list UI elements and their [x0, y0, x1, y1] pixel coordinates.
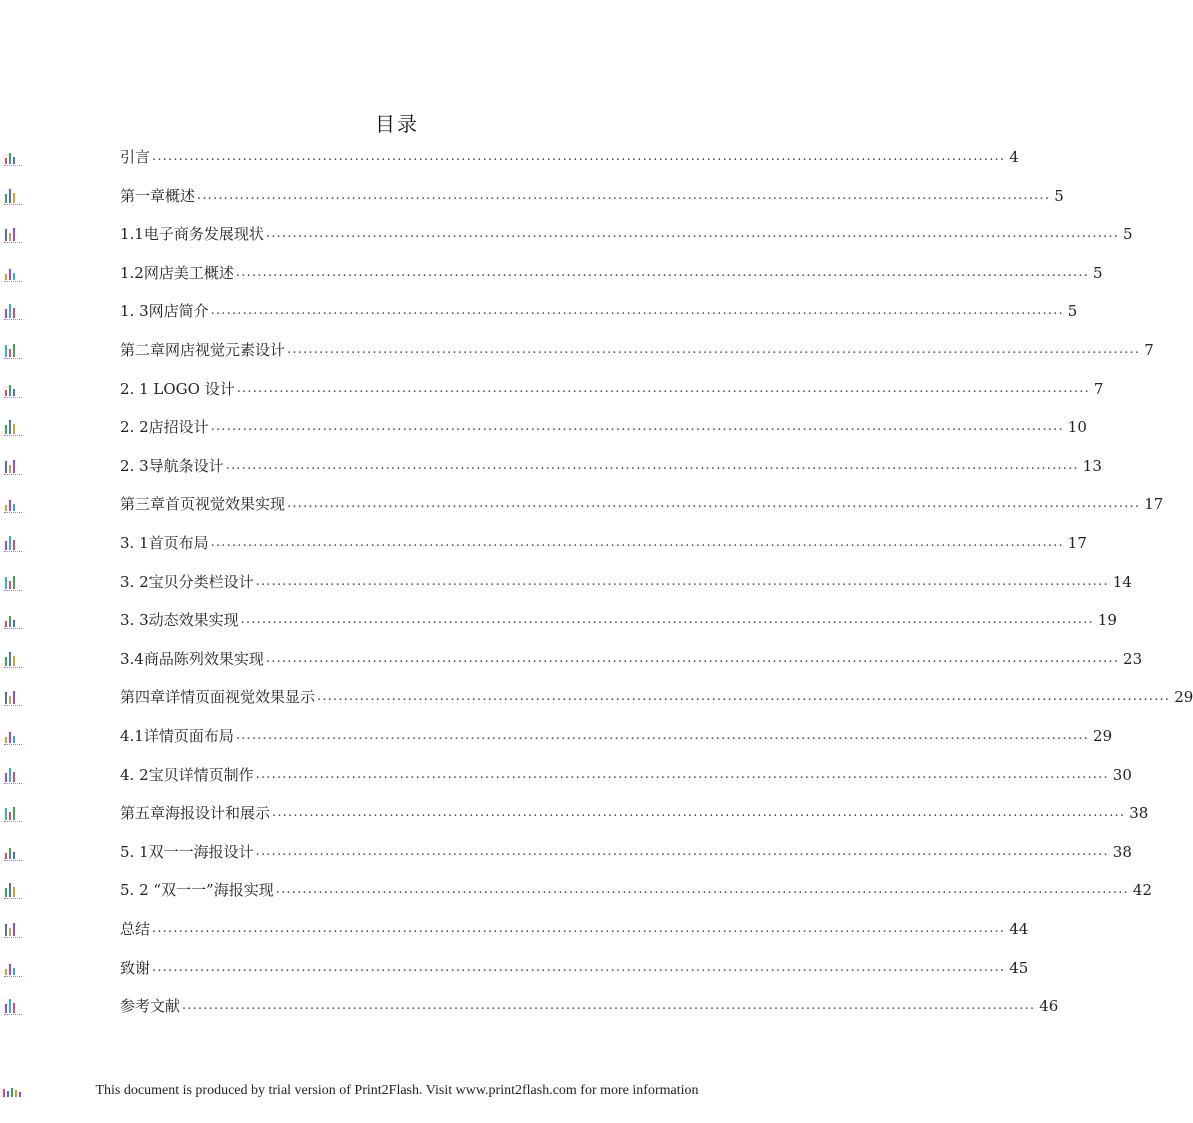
row-marker-icon: [4, 341, 22, 359]
toc-entry-page: 30: [1112, 765, 1132, 784]
toc-entry[interactable]: [120, 416, 1087, 438]
toc-entry[interactable]: [120, 802, 1149, 824]
toc-entry-label: 5. 1双一一海报设计: [120, 842, 254, 861]
toc-entry-label: 引言: [120, 148, 151, 166]
toc-entry-page: 13: [1082, 456, 1102, 475]
toc-entry-label: 第五章海报设计和展示: [120, 804, 271, 823]
toc-leader-dots: ................................................................................................................................................................: [265, 650, 1120, 666]
toc-entry[interactable]: [120, 686, 1193, 708]
toc-entry-label: 总结: [120, 920, 151, 938]
toc-entry[interactable]: [120, 571, 1132, 593]
toc-leader-dots: ................................................................................................................................................................: [265, 226, 1120, 242]
toc-entry-page: 44: [1009, 920, 1029, 938]
toc-leader-dots: ................................................................................................................................................................: [152, 921, 1006, 936]
row-marker-icon: [4, 727, 22, 745]
toc-leader-dots: ................................................................................................................................................................: [317, 689, 1171, 705]
row-marker-icon: [4, 264, 22, 282]
toc-entry-label: 第三章首页视觉效果实现: [120, 495, 286, 514]
toc-entry[interactable]: [120, 918, 1029, 940]
row-marker-icon: [4, 302, 22, 320]
toc-entry[interactable]: [120, 146, 1019, 168]
toc-entry-label: 参考文献: [120, 997, 181, 1016]
toc-entry-label: 第二章网店视觉元素设计: [120, 341, 286, 359]
row-marker-icon: [4, 495, 22, 513]
toc-leader-dots: ................................................................................................................................................................: [152, 959, 1006, 975]
toc-entry[interactable]: [120, 725, 1113, 747]
toc-entry-page: 42: [1132, 881, 1152, 900]
toc-title: 目录: [375, 112, 419, 136]
toc-leader-dots: ................................................................................................................................................................: [272, 805, 1126, 821]
toc-entry-label: 4.1详情页面布局: [120, 727, 234, 745]
toc-entry-page: 38: [1112, 842, 1132, 861]
toc-entry-page: 14: [1112, 572, 1132, 591]
toc-entry-page: 45: [1009, 958, 1029, 977]
toc-entry-label: 3.4商品陈列效果实现: [120, 649, 264, 668]
row-marker-icon: [4, 766, 22, 784]
toc-entry-page: 5: [1123, 225, 1133, 244]
toc-entry[interactable]: [120, 223, 1133, 245]
toc-leader-dots: ................................................................................................................................................................: [225, 457, 1079, 473]
toc-entry-page: 29: [1093, 727, 1113, 745]
toc-leader-dots: ................................................................................................................................................................: [197, 187, 1051, 203]
toc-entry-label: 3. 1首页布局: [120, 534, 209, 552]
toc-entry-page: 17: [1144, 495, 1164, 514]
toc-entry-page: 23: [1123, 649, 1143, 668]
toc-entry-page: 5: [1093, 263, 1103, 282]
row-marker-icon: [4, 650, 22, 668]
toc-entry-label: 2. 1 LOGO 设计: [120, 379, 235, 398]
toc-entry-label: 3. 3动态效果实现: [120, 611, 239, 630]
row-marker-icon: [4, 688, 22, 706]
toc-leader-dots: ................................................................................................................................................................: [210, 303, 1064, 319]
toc-entry-label: 5. 2 “双一一”海报实现: [120, 881, 274, 900]
toc-entry-page: 19: [1097, 611, 1117, 630]
row-marker-icon: [4, 148, 22, 166]
toc-leader-dots: ................................................................................................................................................................: [236, 380, 1090, 396]
row-marker-icon: [4, 225, 22, 243]
toc-entry[interactable]: [120, 532, 1087, 554]
toc-entry-label: 1.1电子商务发展现状: [120, 225, 264, 244]
trial-watermark-footer: This document is produced by trial version of Print2Flash. Visit www.print2flash.com for more information: [95, 1083, 699, 1098]
toc-entry[interactable]: [120, 879, 1152, 901]
row-marker-icon: [4, 920, 22, 938]
toc-entry[interactable]: [120, 957, 1029, 979]
toc-entry-page: 4: [1009, 148, 1019, 166]
toc-entry[interactable]: [120, 493, 1164, 515]
toc-entry[interactable]: [120, 764, 1132, 786]
toc-entry-page: 46: [1039, 997, 1059, 1016]
toc-leader-dots: ................................................................................................................................................................: [275, 882, 1129, 898]
toc-leader-dots: ................................................................................................................................................................: [210, 419, 1064, 435]
toc-entry[interactable]: [120, 841, 1132, 863]
row-marker-icon: [4, 380, 22, 398]
toc-entry-page: 5: [1054, 186, 1064, 205]
row-marker-icon: [4, 611, 22, 629]
toc-entry[interactable]: [120, 300, 1078, 322]
toc-entry-page: 5: [1067, 302, 1078, 321]
row-marker-icon: [4, 804, 22, 822]
toc-entry-label: 2. 2店招设计: [120, 418, 209, 437]
row-marker-icon: [4, 418, 22, 436]
row-marker-icon: [4, 959, 22, 977]
toc-entry[interactable]: [120, 378, 1104, 400]
toc-entry-page: 7: [1093, 379, 1104, 398]
row-marker-icon: [4, 573, 22, 591]
toc-leader-dots: ................................................................................................................................................................: [255, 843, 1109, 859]
toc-entry[interactable]: [120, 455, 1102, 477]
toc-entry-page: 10: [1067, 418, 1087, 437]
toc-entry-page: 29: [1174, 688, 1193, 707]
row-marker-icon: [4, 534, 22, 552]
toc-entry-label: 1.2网店美工概述: [120, 263, 234, 282]
toc-entry[interactable]: [120, 185, 1064, 207]
footer-marker-icon: [2, 1086, 24, 1098]
toc-entry-page: 17: [1067, 534, 1087, 552]
toc-entry-label: 4. 2宝贝详情页制作: [120, 765, 254, 784]
toc-entry[interactable]: [120, 609, 1117, 631]
row-marker-icon: [4, 843, 22, 861]
toc-leader-dots: ................................................................................................................................................................: [255, 766, 1109, 782]
toc-leader-dots: ................................................................................................................................................................: [235, 728, 1090, 743]
toc-leader-dots: ................................................................................................................................................................: [240, 612, 1094, 628]
toc-leader-dots: ................................................................................................................................................................: [287, 496, 1141, 512]
toc-leader-dots: ................................................................................................................................................................: [287, 342, 1141, 357]
toc-entry[interactable]: [120, 648, 1143, 670]
row-marker-icon: [4, 997, 22, 1015]
toc-leader-dots: ................................................................................................................................................................: [210, 535, 1064, 550]
toc-leader-dots: ................................................................................................................................................................: [182, 998, 1036, 1014]
toc-entry-page: 38: [1129, 804, 1149, 823]
toc-entry-label: 1. 3网店简介: [120, 302, 209, 321]
toc-entry[interactable]: [120, 262, 1103, 284]
toc-entry-label: 第四章详情页面视觉效果显示: [120, 688, 316, 707]
row-marker-icon: [4, 457, 22, 475]
toc-entry[interactable]: [120, 339, 1154, 361]
toc-entry-label: 3. 2宝贝分类栏设计: [120, 572, 254, 591]
toc-leader-dots: ................................................................................................................................................................: [152, 149, 1006, 164]
toc-entry-label: 第一章概述: [120, 186, 196, 205]
row-marker-icon: [4, 881, 22, 899]
toc-entry-page: 7: [1144, 341, 1154, 359]
toc-leader-dots: ................................................................................................................................................................: [235, 264, 1090, 280]
toc-entry-label: 2. 3导航条设计: [120, 456, 224, 475]
toc-entry[interactable]: [120, 995, 1059, 1017]
toc-entry-label: 致谢: [120, 958, 151, 977]
toc-leader-dots: ................................................................................................................................................................: [255, 573, 1109, 589]
row-marker-icon: [4, 187, 22, 205]
